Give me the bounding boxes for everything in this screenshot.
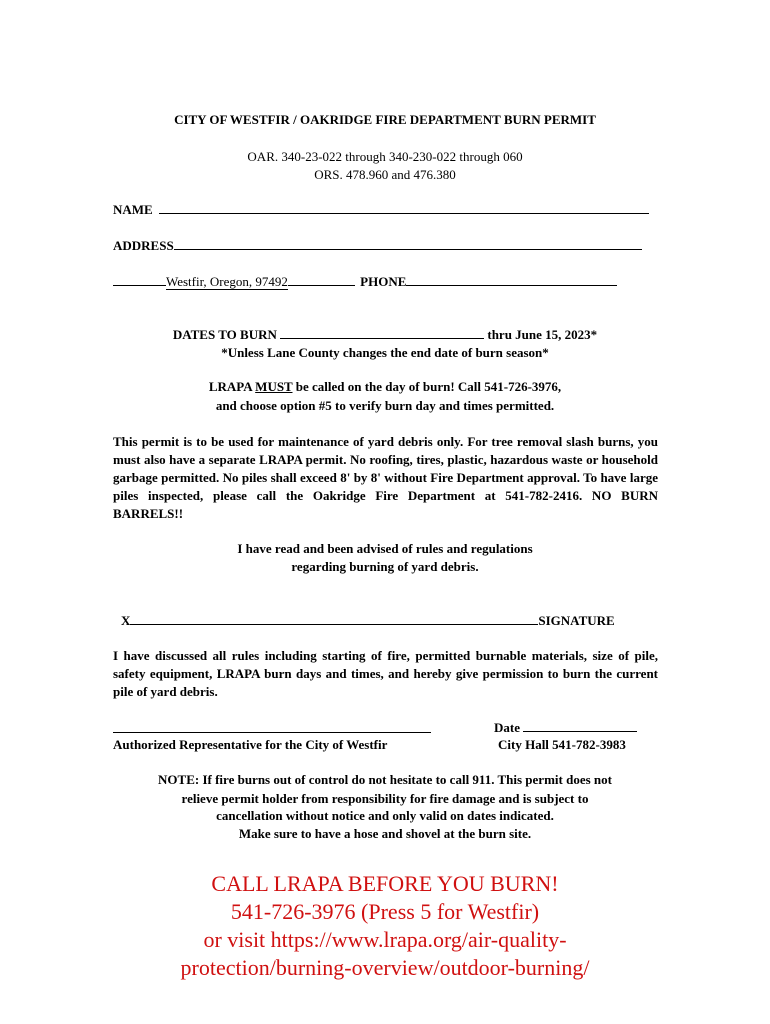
city-hall-phone: City Hall 541-782-3983 bbox=[498, 737, 626, 752]
signature-x: X bbox=[121, 613, 131, 628]
note-line-4: Make sure to have a hose and shovel at the burn site. bbox=[238, 826, 532, 841]
callout-line-3: or visit https://www.lrapa.org/air-quality- bbox=[203, 927, 567, 952]
page-title: CITY OF WESTFIR / OAKRIDGE FIRE DEPARTMENT BURN PERMIT bbox=[174, 112, 596, 127]
authorized-signature-field[interactable] bbox=[113, 718, 431, 733]
address-label: ADDRESS bbox=[113, 238, 174, 253]
signature-label: SIGNATURE bbox=[538, 613, 615, 628]
authorized-label: Authorized Representative for the City of Westfir bbox=[113, 737, 388, 752]
phone-label: PHONE bbox=[360, 274, 407, 289]
dates-label: DATES TO BURN bbox=[172, 327, 277, 342]
ors-reference: ORS. 478.960 and 476.380 bbox=[314, 167, 456, 182]
lrapa-post: be called on the day of burn! Call 541-726-3976, bbox=[295, 379, 562, 394]
date-field[interactable] bbox=[523, 719, 637, 732]
dates-row bbox=[0, 326, 770, 343]
lrapa-must: MUST bbox=[255, 379, 293, 394]
signature-row bbox=[121, 612, 615, 629]
dates-thru: thru June 15, 2023* bbox=[487, 327, 598, 342]
callout-line-4: protection/burning-overview/outdoor-burning/ bbox=[180, 955, 590, 980]
dates-field[interactable] bbox=[280, 326, 484, 339]
lrapa-line-2: and choose option #5 to verify burn day and times permitted. bbox=[215, 398, 555, 413]
name-label: NAME bbox=[113, 202, 153, 217]
advised-line-1: I have read and been advised of rules and regulations bbox=[237, 541, 533, 556]
callout-line-2: 541-726-3976 (Press 5 for Westfir) bbox=[230, 899, 540, 924]
permit-paragraph: This permit is to be used for maintenance of yard debris only. For tree removal slash burns, you must also have a separate LRAPA permit. No roofing, tires, plastic, hazardous waste or household garbage permitted. No piles shall exceed 8' by 8' without Fire Department approval. To have large piles inspected, please call the Oakridge Fire Department at 541-782-2416. NO BURN BARRELS!! bbox=[113, 434, 658, 521]
signature-field[interactable] bbox=[130, 612, 538, 625]
note-line-2: relieve permit holder from responsibility for fire damage and is subject to bbox=[181, 791, 589, 806]
city-trailing-line bbox=[288, 273, 355, 286]
lrapa-pre: LRAPA bbox=[208, 379, 252, 394]
address-field[interactable] bbox=[174, 237, 642, 250]
city-value: Westfir, Oregon, 97492 bbox=[166, 274, 288, 289]
lrapa-line-1 bbox=[0, 379, 770, 395]
name-row bbox=[113, 201, 649, 218]
dates-note: *Unless Lane County changes the end date of burn season* bbox=[221, 345, 549, 360]
date-label: Date bbox=[494, 720, 520, 735]
note-line-1: NOTE: If fire burns out of control do not hesitate to call 911. This permit does not bbox=[158, 772, 612, 787]
callout-line-1: CALL LRAPA BEFORE YOU BURN! bbox=[211, 871, 559, 896]
city-phone-row bbox=[113, 273, 617, 290]
address-row bbox=[113, 237, 642, 254]
oar-reference: OAR. 340-23-022 through 340-230-022 through 060 bbox=[247, 149, 523, 164]
advised-line-2: regarding burning of yard debris. bbox=[291, 559, 479, 574]
note-line-3: cancellation without notice and only valid on dates indicated. bbox=[216, 808, 554, 823]
name-field[interactable] bbox=[159, 201, 649, 214]
discussed-paragraph: I have discussed all rules including starting of fire, permitted burnable materials, size of pile, safety equipment, LRAPA burn days and times, and hereby give permission to burn the current pile of yard debris. bbox=[113, 648, 658, 699]
date-row bbox=[494, 719, 637, 736]
phone-field[interactable] bbox=[406, 273, 617, 286]
city-leading-line bbox=[113, 273, 166, 286]
